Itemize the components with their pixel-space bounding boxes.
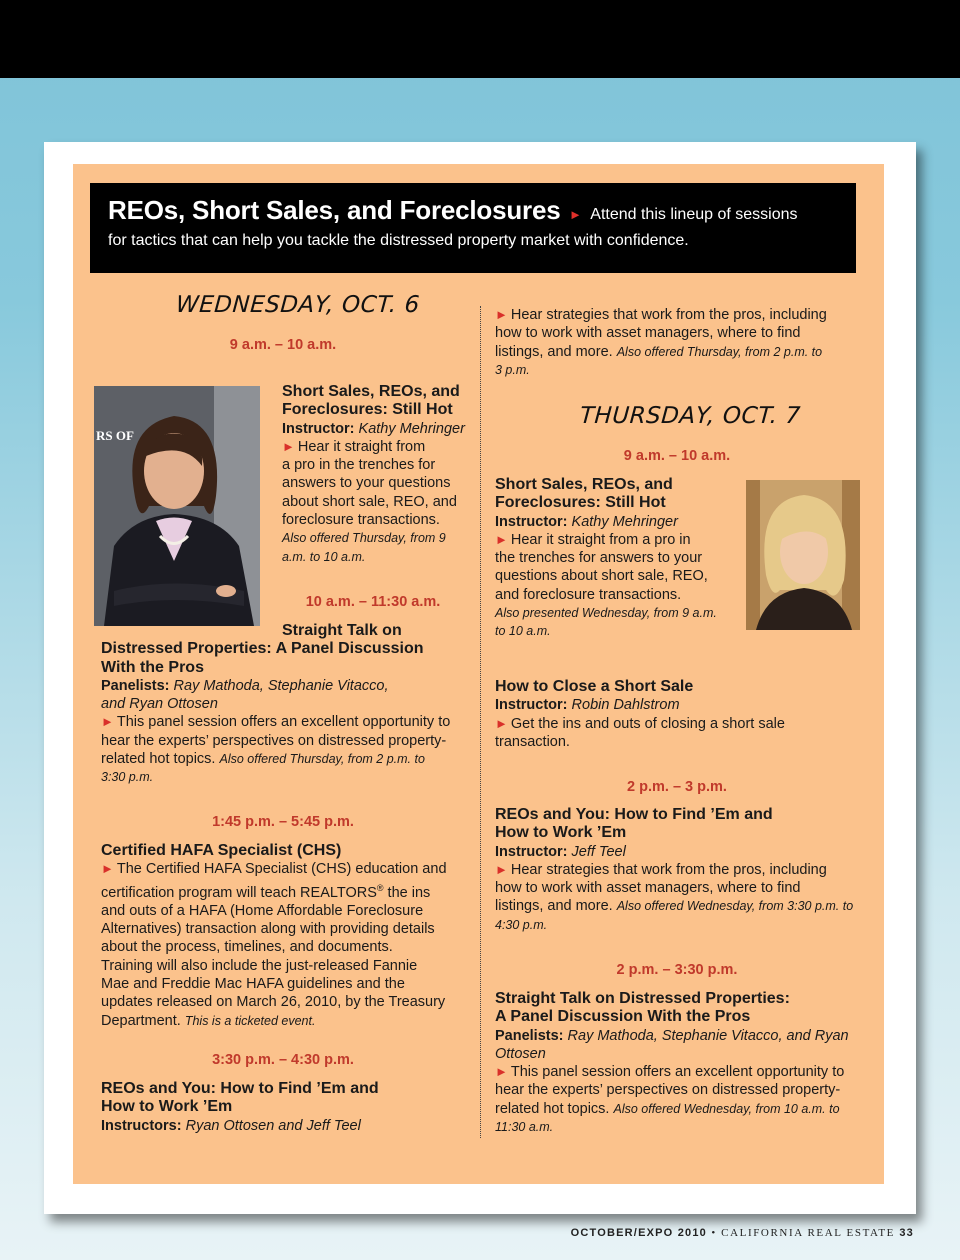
- desc-line: about the process, timelines, and documents.: [101, 939, 393, 956]
- instructor-label: Instructor:: [282, 420, 355, 437]
- session-note: Also offered Wednesday, from 10 a.m. to: [613, 1101, 840, 1116]
- desc-line: [495, 897, 863, 915]
- arrow-right-icon: ►: [101, 861, 114, 877]
- session-title: Distressed Properties: A Panel Discussion: [101, 640, 424, 658]
- desc-line: [495, 306, 863, 324]
- session-time: 9 a.m. – 10 a.m.: [229, 337, 337, 353]
- desc-text: related hot topics.: [101, 751, 216, 768]
- session-note: 4:30 p.m.: [495, 917, 548, 932]
- desc-line: updates released on March 26, 2010, by the Treasury: [101, 994, 446, 1011]
- session-block: [101, 1080, 473, 1135]
- portrait-image: [746, 480, 860, 630]
- instructors-label: Instructors:: [101, 1117, 182, 1134]
- instructor-name: Jeff Teel: [571, 843, 626, 860]
- session-title: Certified HAFA Specialist (CHS): [101, 842, 342, 859]
- registered-mark: ®: [376, 882, 384, 893]
- banner-title: REOs, Short Sales, and Foreclosures: [108, 195, 561, 225]
- instructor-name: Kathy Mehringer: [571, 513, 678, 530]
- desc-text: certification program will teach REALTORS: [101, 884, 377, 901]
- instructor-photo: [94, 386, 260, 626]
- desc-line: hear the experts’ perspectives on distressed property-: [495, 1082, 841, 1099]
- instructor-label: Instructor:: [495, 843, 568, 860]
- session-title: Straight Talk on Distressed Properties:: [495, 990, 790, 1007]
- instructors-names: Ryan Ottosen and Jeff Teel: [185, 1117, 361, 1134]
- session-note: Also presented Wednesday, from 9 a.m.: [495, 606, 717, 621]
- page-number: 33: [899, 1227, 914, 1239]
- session-title: How to Work ’Em: [495, 824, 627, 842]
- desc-line: about short sale, REO, and: [282, 493, 457, 510]
- desc-line: [101, 713, 473, 731]
- session-block: [282, 383, 472, 566]
- desc-line: [495, 1063, 863, 1081]
- session-title: A Panel Discussion With the Pros: [495, 1008, 751, 1026]
- desc-text: Hear it straight from a pro in: [510, 531, 691, 548]
- photo-sign-text: RS OF: [96, 428, 134, 443]
- desc-line: transaction.: [495, 733, 570, 750]
- desc-text: This panel session offers an excellent opportunity to: [510, 1064, 845, 1081]
- session-title: Short Sales, REOs, and: [282, 383, 460, 400]
- session-title: Foreclosures: Still Hot: [282, 401, 453, 419]
- panelists-names: Ottosen: [495, 1045, 546, 1062]
- instructor-line: [495, 696, 863, 714]
- desc-line: [495, 715, 863, 733]
- desc-line: and foreclosure transactions.: [495, 586, 682, 603]
- instructor-label: Instructor:: [495, 513, 568, 530]
- desc-text: listings, and more.: [495, 343, 613, 360]
- panelists-label: Panelists:: [495, 1027, 564, 1044]
- desc-line: [495, 861, 863, 879]
- session-block: [495, 990, 863, 1136]
- panelists-names: Ray Mathoda, Stephanie Vitacco,: [173, 677, 389, 694]
- desc-line: [101, 750, 473, 768]
- session-title: Short Sales, REOs, and: [495, 476, 673, 493]
- session-note: Also offered Thursday, from 2 p.m. to: [219, 752, 425, 767]
- session-note: This is a ticketed event.: [184, 1013, 316, 1028]
- arrow-right-icon: ►: [495, 1064, 508, 1080]
- arrow-right-icon: ►: [101, 714, 114, 730]
- instructor-label: Instructor:: [495, 697, 568, 714]
- session-title: How to Work ’Em: [101, 1098, 233, 1116]
- session-block-continued: [495, 306, 863, 379]
- arrow-right-icon: ►: [568, 207, 582, 222]
- desc-line: the trenches for answers to your: [495, 550, 703, 567]
- desc-line: [495, 1100, 863, 1118]
- session-block: [495, 476, 735, 641]
- desc-line: foreclosure transactions.: [282, 512, 440, 529]
- page-footer: [571, 1227, 914, 1239]
- session-title: REOs and You: How to Find ’Em and: [495, 806, 773, 823]
- desc-line: how to work with asset managers, where to find: [495, 880, 801, 897]
- instructor-line: [282, 420, 472, 438]
- day-heading-wednesday: WEDNESDAY, OCT. 6: [175, 292, 421, 318]
- portrait-image: [94, 386, 260, 626]
- session-block: [495, 678, 863, 751]
- session-block: [101, 622, 473, 787]
- desc-line: questions about short sale, REO,: [495, 568, 708, 585]
- session-time: 2 p.m. – 3 p.m.: [627, 779, 727, 795]
- section-banner: [90, 183, 856, 273]
- arrow-right-icon: ►: [282, 438, 295, 454]
- session-block: [495, 806, 863, 934]
- instructor-line: [495, 843, 863, 861]
- session-note: Also offered Thursday, from 9: [282, 531, 446, 546]
- desc-text: Get the ins and outs of closing a short sale: [510, 715, 785, 732]
- banner-subtitle: for tactics that can help you tackle the distressed property market with confidence.: [108, 232, 689, 249]
- arrow-right-icon: ►: [495, 531, 508, 547]
- session-time: 3:30 p.m. – 4:30 p.m.: [212, 1052, 354, 1068]
- desc-text: Hear it straight from: [297, 438, 426, 455]
- desc-text: Hear strategies that work from the pros, including: [510, 861, 827, 878]
- desc-line: Mae and Freddie Mac HAFA guidelines and the: [101, 975, 405, 992]
- panelists-names: Ray Mathoda, Stephanie Vitacco, and Ryan: [567, 1027, 849, 1044]
- desc-line: [101, 879, 473, 902]
- instructor-name: Kathy Mehringer: [358, 420, 465, 437]
- desc-text: related hot topics.: [495, 1100, 610, 1117]
- instructor-photo: [746, 480, 860, 630]
- desc-line: and outs of a HAFA (Home Affordable Foreclosure: [101, 902, 424, 919]
- session-title: Straight Talk on: [282, 622, 402, 639]
- day-heading-thursday: THURSDAY, OCT. 7: [579, 403, 802, 429]
- session-time: 2 p.m. – 3:30 p.m.: [616, 962, 738, 978]
- banner-lead: Attend this lineup of sessions: [590, 206, 798, 223]
- session-note: to 10 a.m.: [495, 624, 551, 639]
- desc-line: [495, 343, 863, 361]
- session-note: 11:30 a.m.: [495, 1120, 554, 1135]
- panelists-line: [101, 677, 473, 695]
- column-divider: [480, 306, 481, 1138]
- desc-line: hear the experts’ perspectives on distressed property-: [101, 732, 447, 749]
- desc-text: This panel session offers an excellent opportunity to: [116, 714, 451, 731]
- desc-line: [101, 1012, 473, 1030]
- desc-line: [282, 438, 472, 456]
- session-time: 9 a.m. – 10 a.m.: [623, 448, 731, 464]
- arrow-right-icon: ►: [495, 861, 508, 877]
- session-time: 10 a.m. – 11:30 a.m.: [305, 594, 441, 610]
- session-title: With the Pros: [101, 658, 204, 676]
- panelists-label: Panelists:: [101, 677, 170, 694]
- desc-line: [101, 860, 473, 878]
- instructor-line: [495, 513, 735, 531]
- desc-line: a pro in the trenches for: [282, 457, 436, 474]
- instructor-name: Robin Dahlstrom: [571, 697, 680, 714]
- session-title: Foreclosures: Still Hot: [495, 494, 666, 512]
- desc-text: The Certified HAFA Specialist (CHS) education and: [116, 861, 447, 878]
- desc-line: Training will also include the just-released Fannie: [101, 957, 418, 974]
- session-time: 1:45 p.m. – 5:45 p.m.: [212, 814, 354, 830]
- desc-text: the ins: [383, 884, 431, 901]
- desc-line: [495, 531, 735, 549]
- desc-text: Hear strategies that work from the pros, including: [510, 307, 827, 323]
- desc-line: how to work with asset managers, where to find: [495, 325, 801, 342]
- session-note: Also offered Thursday, from 2 p.m. to: [616, 344, 823, 359]
- panelists-line: [495, 1027, 863, 1045]
- session-note: a.m. to 10 a.m.: [282, 549, 366, 564]
- session-block: [101, 842, 473, 1030]
- session-note: Also offered Wednesday, from 3:30 p.m. to: [616, 899, 854, 914]
- arrow-right-icon: ►: [495, 715, 508, 731]
- top-black-band: [0, 0, 960, 78]
- session-note: 3:30 p.m.: [101, 770, 154, 785]
- session-title: How to Close a Short Sale: [495, 678, 694, 695]
- desc-line: Alternatives) transaction along with providing details: [101, 921, 435, 938]
- footer-bullet: •: [711, 1227, 717, 1239]
- desc-text: listings, and more.: [495, 898, 613, 915]
- footer-issue: OCTOBER/EXPO 2010: [570, 1227, 707, 1239]
- panelists-names: and Ryan Ottosen: [101, 696, 218, 713]
- session-title: REOs and You: How to Find ’Em and: [101, 1080, 379, 1097]
- instructors-line: [101, 1117, 473, 1135]
- session-note: 3 p.m.: [495, 362, 530, 377]
- footer-magazine: CALIFORNIA REAL ESTATE: [721, 1227, 895, 1239]
- desc-text: Department.: [101, 1012, 181, 1029]
- desc-line: answers to your questions: [282, 475, 451, 492]
- arrow-right-icon: ►: [495, 307, 508, 322]
